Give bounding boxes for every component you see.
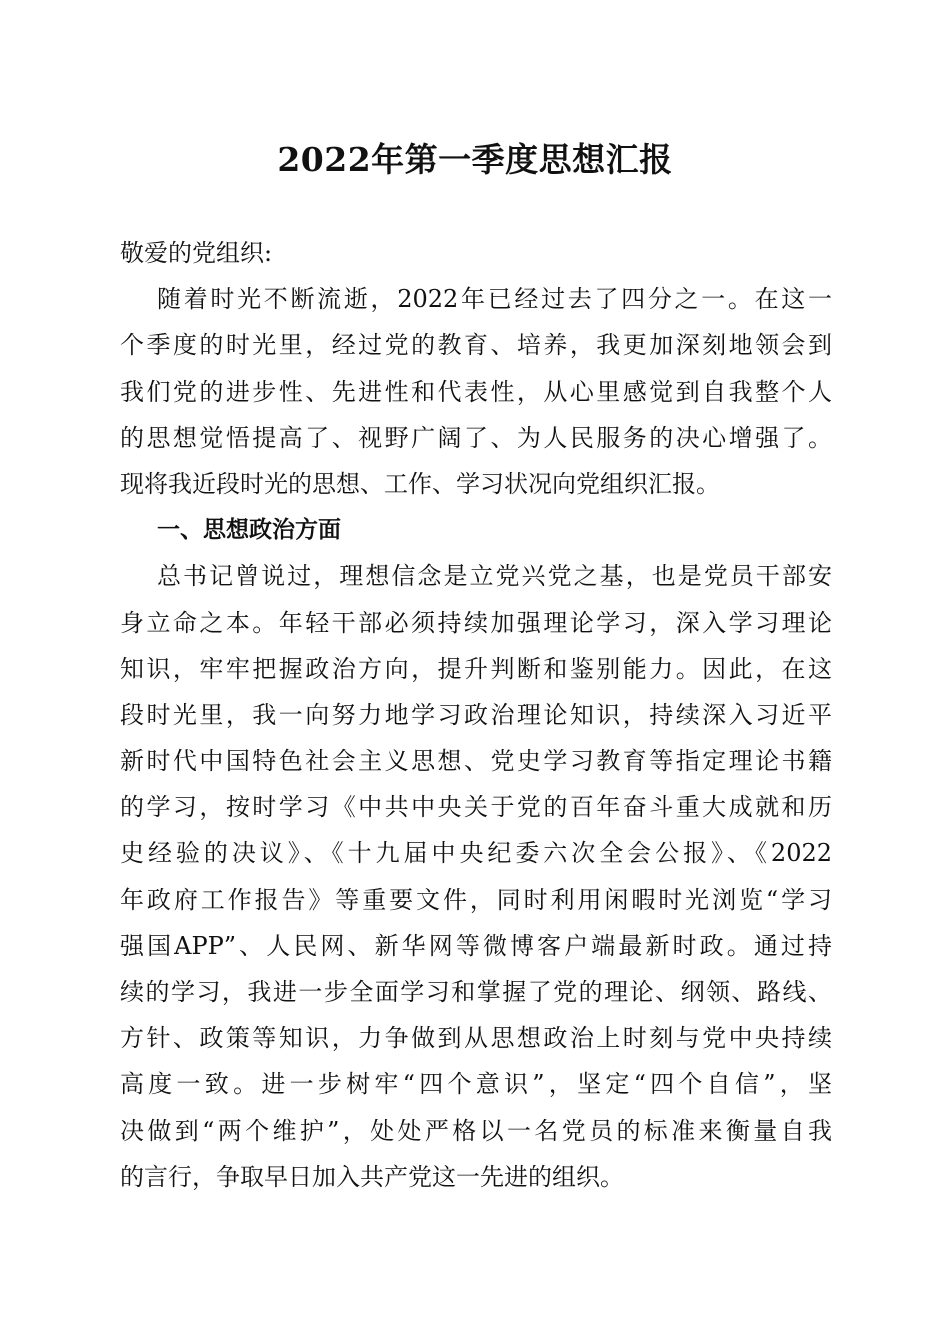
- paragraph-line: 总书记曾说过，理想信念是立党兴党之基，也是党员干部安: [157, 562, 832, 591]
- paragraph-line: 决做到“两个维护”，处处严格以一名党员的标准来衡量自我: [120, 1116, 832, 1145]
- paragraph-line: 年政府工作报告》等重要文件，同时利用闲暇时光浏览“学习: [120, 885, 832, 914]
- paragraph-line: 现将我近段时光的思想、工作、学习状况向党组织汇报。: [120, 469, 720, 498]
- paragraph-line: 知识，牢牢把握政治方向，提升判断和鉴别能力。因此，在这: [120, 654, 832, 683]
- paragraph-line: 随着时光不断流逝，2022年已经过去了四分之一。在这一: [157, 285, 832, 314]
- salutation: 敬爱的党组织:: [120, 239, 273, 267]
- paragraph-line: 续的学习，我进一步全面学习和掌握了党的理论、纲领、路线、: [120, 978, 832, 1006]
- paragraph-line: 的思想觉悟提高了、视野广阔了、为人民服务的决心增强了。: [120, 423, 832, 452]
- paragraph-line: 史经验的决议》、《十九届中央纪委六次全会公报》、《2022: [120, 839, 832, 868]
- document-body: [120, 230, 832, 1200]
- paragraph-line: 的学习，按时学习《中共中央关于党的百年奋斗重大成就和历: [120, 793, 832, 822]
- document-title: 2022年第一季度思想汇报: [277, 140, 673, 179]
- paragraph-line: 的言行，争取早日加入共产党这一先进的组织。: [120, 1162, 624, 1191]
- paragraph-line: 新时代中国特色社会主义思想、党史学习教育等指定理论书籍: [120, 747, 832, 776]
- section-heading: 一、思想政治方面: [157, 517, 341, 544]
- paragraph-line: 我们党的进步性、先进性和代表性，从心里感觉到自我整个人: [120, 377, 832, 406]
- paragraph-line: 高度一致。进一步树牢“四个意识”，坚定“四个自信”，坚: [120, 1070, 832, 1099]
- paragraph-line: 段时光里，我一向努力地学习政治理论知识，持续深入习近平: [120, 700, 832, 729]
- paragraph-line: 个季度的时光里，经过党的教育、培养，我更加深刻地领会到: [120, 331, 832, 360]
- paragraph-line: 身立命之本。年轻干部必须持续加强理论学习，深入学习理论: [120, 608, 832, 637]
- paragraph-line: 方针、政策等知识，力争做到从思想政治上时刻与党中央持续: [120, 1024, 832, 1053]
- paragraph-line: 强国APP”、人民网、新华网等微博客户端最新时政。通过持: [120, 931, 832, 960]
